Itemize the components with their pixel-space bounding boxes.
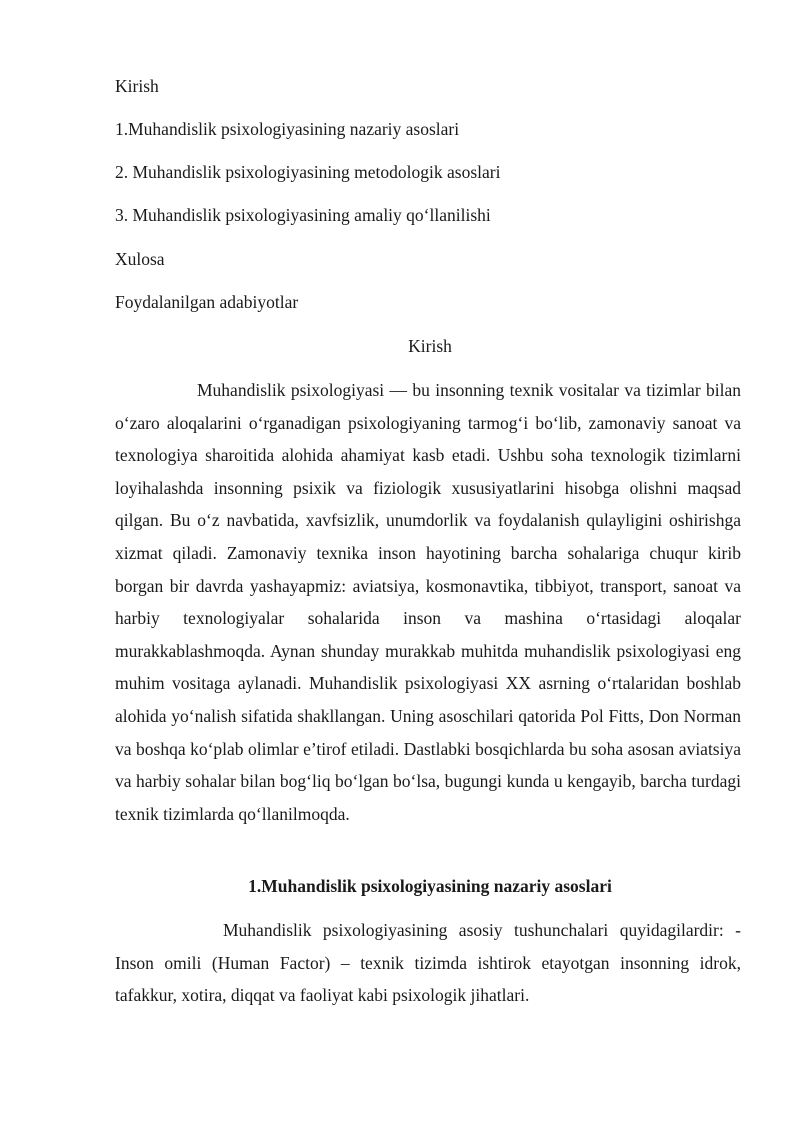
intro-paragraph: Muhandislik psixologiyasi — bu insonning texnik vositalar va tizimlar bilan o‘zaro aloqalarini o‘rganadigan psixologiyaning tarmog‘i bo‘lib, zamonaviy sanoat va texnologiya sharoitida alohida ahamiyat kasb etadi. Ushbu soha texnologik tizimlarni loyihalashda insonning psixik va fiziologik xususiyatlarini hisobga olishni maqsad qilgan. Bu o‘z navbatida, xavfsizlik, unumdorlik va foydalanish qulayligini oshirishga xizmat qiladi. Zamonaviy texnika inson hayotining barcha sohalariga chuqur kirib borgan bir davrda yashayapmiz: aviatsiya, kosmonavtika, tibbiyot, transport, sanoat va harbiy texnologiyalar sohalarida inson va mashina o‘rtasidagi aloqalar murakkablashmoqda. Aynan shunday murakkab muhitda muhandislik psixologiyasi eng muhim vositaga aylanadi. Muhandislik psixologiyasi XX asrning o‘rtalaridan boshlab alohida yo‘nalish sifatida shakllangan. Uning asoschilari qatorida Pol Fitts, Don Norman va boshqa ko‘plab olimlar e’tirof etiladi. Dastlabki bosqichlarda bu soha asosan aviatsiya va harbiy sohalar bilan bog‘liq bo‘lgan bo‘lsa, bugungi kunda u kengayib, barcha turdagi texnik tizimlarda qo‘llanilmoqda. — [115, 380, 741, 824]
toc-item-section-2: 2. Muhandislik psixologiyasining metodologik asoslari — [115, 162, 501, 182]
toc-item-section-3: 3. Muhandislik psixologiyasining amaliy qo‘llanilishi — [115, 205, 491, 225]
section-1-heading: 1.Muhandislik psixologiyasining nazariy asoslari — [248, 876, 612, 896]
toc-item-adabiyotlar: Foydalanilgan adabiyotlar — [115, 292, 299, 312]
intro-heading: Kirish — [408, 336, 452, 356]
toc-item-section-1: 1.Muhandislik psixologiyasining nazariy asoslari — [115, 119, 460, 139]
section-1-paragraph: Muhandislik psixologiyasining asosiy tushunchalari quyidagilardir: - Inson omili (Human Factor) – texnik tizimda ishtirok etayotgan insonning idrok, tafakkur, xotira, diqqat va faoliyat kabi psixologik jihatlari. — [115, 920, 741, 1006]
toc-item-kirish: Kirish — [115, 76, 159, 96]
toc-item-xulosa: Xulosa — [115, 249, 165, 269]
